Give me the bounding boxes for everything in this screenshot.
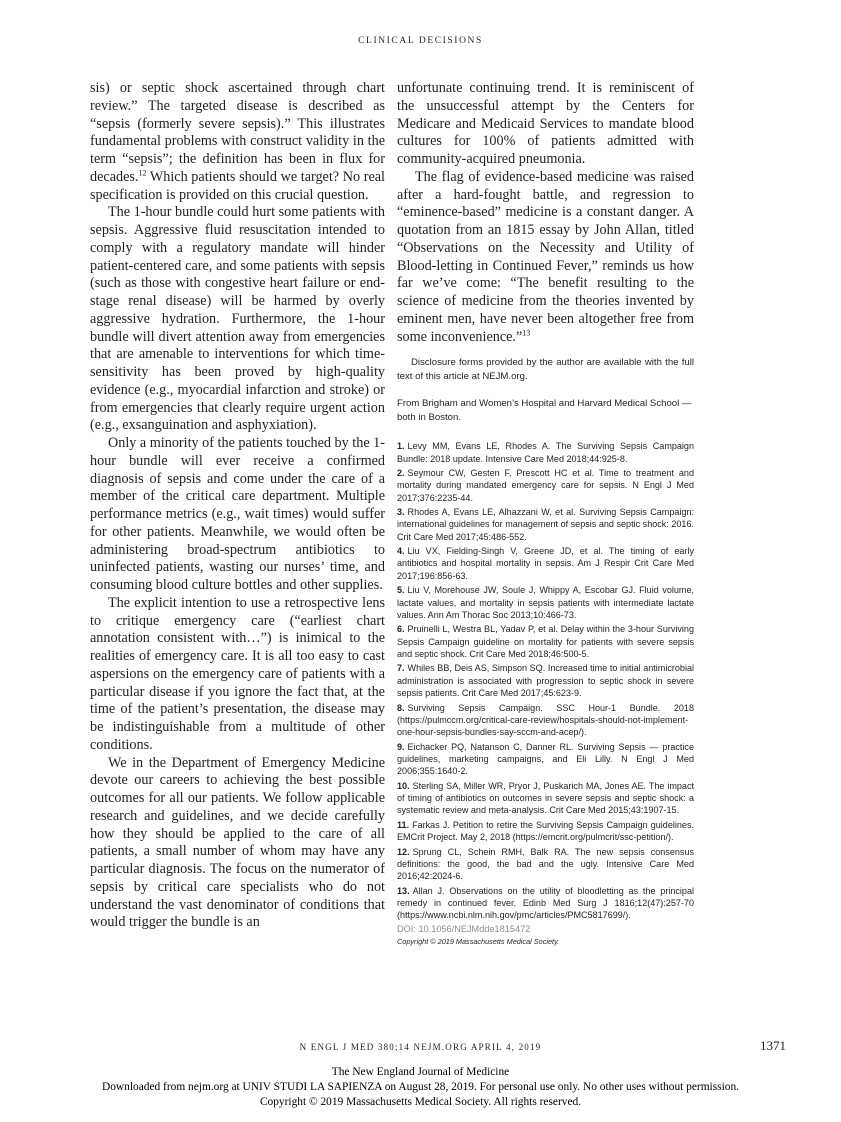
doi-link[interactable]: DOI: 10.1056/NEJMdde1815472 <box>397 923 531 934</box>
reference-item <box>397 545 694 582</box>
reference-number: 3. <box>397 507 405 518</box>
paragraph: The explicit intention to use a retrospective lens to critique emergency care (“earliest chart annotation consistent with…”) is inimical to the realities of emergency care. It is all too easy to cast aspersions on the emergency care of patients with a particular disease if you ignore the fact that, at the time of the patient’s presentation, the disease may be indistinguishable from a multitude of other conditions. <box>90 594 385 753</box>
page-number: 1371 <box>760 1038 786 1053</box>
reference-text: Allan J. Observations on the utility of bloodletting as the principal remedy in continued fever. Edinb Med Surg J 1816;12(47):257-70 (https://www.ncbi.nlm.nih.gov/pmc/articles/PMC5817699/). <box>397 885 694 921</box>
reference-item <box>397 584 694 621</box>
reference-number: 8. <box>397 702 405 713</box>
reference-number: 7. <box>397 663 405 674</box>
reference-number: 4. <box>397 546 405 557</box>
paragraph-text: Which patients should we target? No real specification is provided on this crucial question. <box>90 168 385 203</box>
reference-item <box>397 741 694 778</box>
reference-text: Eichacker PQ, Natanson C, Danner RL. Surviving Sepsis — practice guidelines, marketing campaigns, and Eli Lilly. N Engl J Med 2006;355:1640-2. <box>397 741 694 777</box>
reference-item <box>397 662 694 699</box>
reference-item <box>397 467 694 504</box>
reference-text: Surviving Sepsis Campaign. SSC Hour-1 Bundle. 2018 (https://pulmccm.org/critical-care-review/hospitals-should-not-implement-one-hour-sepsis-bundles-say-sccm-and-acep/). <box>397 702 694 738</box>
reference-number: 6. <box>397 624 405 635</box>
reference-item <box>397 702 694 739</box>
download-notice <box>0 1065 841 1110</box>
reference-item <box>397 623 694 660</box>
download-notice-line: Downloaded from nejm.org at UNIV STUDI LA SAPIENZA on August 28, 2019. For personal use only. No other uses without permission. <box>102 1081 739 1093</box>
citation-superscript: 12 <box>138 168 147 178</box>
reference-item <box>397 440 694 465</box>
paragraph <box>90 80 385 204</box>
reference-item <box>397 885 694 922</box>
reference-text: Liu V, Morehouse JW, Soule J, Whippy A, Escobar GJ. Fluid volume, lactate values, and mortality in sepsis patients with intermediate lactate values. Ann Am Thorac Soc 2013;10:466-73. <box>397 585 694 620</box>
citation-superscript: 13 <box>522 327 531 337</box>
download-notice-line: The New England Journal of Medicine <box>331 1066 510 1078</box>
reference-number: 12. <box>397 846 410 857</box>
reference-text: Seymour CW, Gesten F, Prescott HC et al. Time to treatment and mortality during mandated emergency care for sepsis. N Engl J Med 2017;376:2235-44. <box>397 468 694 503</box>
reference-number: 9. <box>397 741 405 752</box>
copyright-notice: Copyright © 2019 Massachusetts Medical Society. <box>397 936 560 946</box>
reference-number: 5. <box>397 585 405 596</box>
reference-text: Sprung CL, Schein RMH, Balk RA. The new sepsis consensus definitions: the good, the bad and the ugly. Intensive Care Med 2016;42:2024-6. <box>397 846 694 882</box>
reference-text: Sterling SA, Miller WR, Pryor J, Puskarich MA, Jones AE. The impact of timing of antibiotics on outcomes in severe sepsis and septic shock: a systematic review and meta-analysis. Crit Care Med 2015;43:1907-15. <box>397 780 694 816</box>
reference-item <box>397 819 694 844</box>
reference-item <box>397 846 694 883</box>
paragraph: We in the Department of Emergency Medicine devote our careers to achieving the best possible outcomes for all our patients. We follow applicable research and guidelines, and we decide carefully how they should be applied to the care of all patients, a small number of whom may have any particular diagnosis. The focus on the numerator of sepsis by critical care specialists who do not understand the vast denominator of conditions that would trigger the bundle is an <box>90 754 385 931</box>
paragraph-text: The flag of evidence-based medicine was raised after a hard-fought battle, and regression to “eminence-based” medicine is a constant danger. A quotation from an 1815 essay by John Allan, titled “Observations on the Necessity and Utility of Blood-letting in Continued Fever,” reminds us how far we’ve come: “The benefit resulting to the science of medicine from the theories invented by eminent men, have never been altogether free from some inconvenience.” <box>397 168 694 345</box>
paragraph: Only a minority of the patients touched by the 1-hour bundle will ever receive a confirmed diagnosis of sepsis and come under the care of a member of the critical care department. Multiple performance metrics (e.g., wait times) would suffer for other patients. Meanwhile, we would often be administering broad-spectrum antibiotics to uninfected patients, wasting our nurses’ time, and consuming blood culture bottles and other supplies. <box>90 435 385 593</box>
download-notice-line: Copyright © 2019 Massachusetts Medical Society. All rights reserved. <box>259 1096 582 1108</box>
journal-footer: N ENGL J MED 380;14 NEJM.ORG APRIL 4, 2019 <box>299 1042 542 1052</box>
paragraph <box>397 169 694 347</box>
paragraph-text: sis) or septic shock ascertained through chart review.” The targeted disease is described as “sepsis (formerly severe sepsis).” This illustrates fundamental problems with construct validity in the term “sepsis”; the definition has been in flux for decades. <box>90 80 385 185</box>
reference-item <box>397 780 694 817</box>
reference-list <box>397 440 694 921</box>
reference-text: Levy MM, Evans LE, Rhodes A. The Surviving Sepsis Campaign Bundle: 2018 update. Intensive Care Med 2018;44:925-8. <box>397 441 694 464</box>
reference-number: 11. <box>397 819 410 830</box>
reference-number: 13. <box>397 885 410 896</box>
paragraph: The 1-hour bundle could hurt some patients with sepsis. Aggressive fluid resuscitation intended to comply with a regulatory mandate will hinder patient-centered care, and some patients with sepsis (such as those with congestive heart failure or end-stage renal disease) will be harmed by overly aggressive hydration. Furthermore, the 1-hour bundle will divert attention away from emergencies that are amenable to interventions for which time-sensitivity has been proved by high-quality evidence (e.g., myocardial infarction and stroke) or from emergencies that clearly require urgent action (e.g., exsanguination and asphyxiation). <box>90 204 385 434</box>
right-column <box>397 80 694 946</box>
reference-text: Whiles BB, Deis AS, Simpson SQ. Increased time to initial antimicrobial administration is associated with progression to septic shock in severe sepsis patients. Crit Care Med 2017;45:623-9. <box>397 663 694 699</box>
reference-text: Liu VX, Fielding-Singh V, Greene JD, et al. The timing of early antibiotics and hospital mortality in sepsis. Am J Respir Crit Care Med 2017;196:856-63. <box>397 546 694 581</box>
reference-number: 2. <box>397 468 405 479</box>
disclosure-note: Disclosure forms provided by the author are available with the full text of this article at NEJM.org. <box>397 357 694 382</box>
paragraph: unfortunate continuing trend. It is reminiscent of the unsuccessful attempt by the Centers for Medicare and Medicaid Services to mandate blood cultures for 100% of patients admitted with community-acquired pneumonia. <box>397 80 694 167</box>
reference-text: Rhodes A, Evans LE, Alhazzani W, et al. Surviving Sepsis Campaign: international guidelines for management of sepsis and septic shock: 2016. Crit Care Med 2017;45:486-552. <box>397 507 694 542</box>
reference-number: 10. <box>397 780 410 791</box>
reference-number: 1. <box>397 441 405 452</box>
reference-item <box>397 506 694 543</box>
author-affiliation: From Brigham and Women’s Hospital and Harvard Medical School — both in Boston. <box>397 398 692 423</box>
reference-text: Farkas J. Petition to retire the Surviving Sepsis Campaign guidelines. EMCrit Project. May 2, 2018 (https://emcrit.org/pulmcrit/ssc-petition/). <box>397 819 694 843</box>
running-head: CLINICAL DECISIONS <box>358 36 483 46</box>
reference-text: Pruinelli L, Westra BL, Yadav P, et al. Delay within the 3-hour Surviving Sepsis Campaign guideline on mortality for patients with severe sepsis and septic shock. Crit Care Med 2018;46:500-5. <box>397 624 694 659</box>
left-column <box>90 80 385 932</box>
